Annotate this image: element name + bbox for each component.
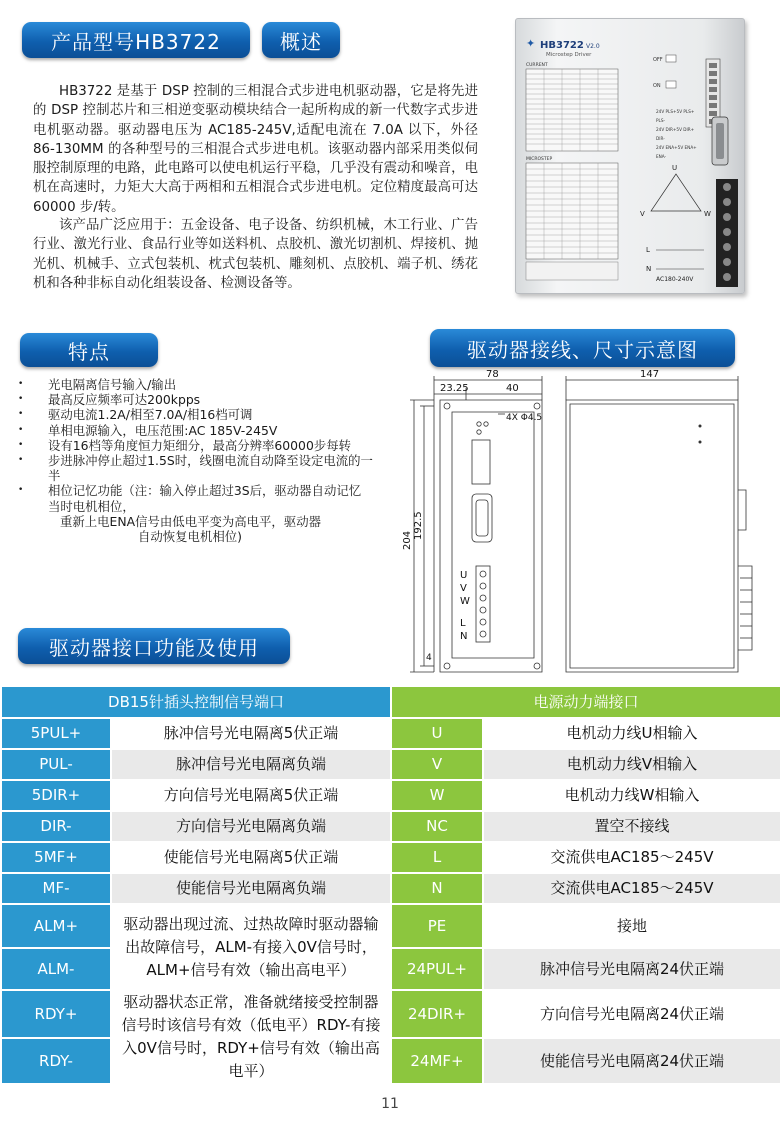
intro-paragraph-1: HB3722 是基于 DSP 控制的三相混合式步进电机驱动器，它是将先进的 DSP 控制芯片和三相逆变驱动模块结合一起所构成的新一代数字式步进电机驱动器。驱动器电压为 AC185-245V,适配电流在 7.0A 以下，外径 86-130MM 的各种型号的三相混合式步进电机。该驱动器内部采用类似伺服控制原理的电路，此电路可以使电机运行平稳，几乎没有震动和噪音，电机在高速时，力矩大大高于两相和五相混合式步进电机。定位精度最高可达 60000 步/转。 <box>33 84 478 215</box>
pin-cell: MF- <box>1 873 111 904</box>
dimension-diagram <box>400 370 770 680</box>
photo-signal-4: DIR- <box>656 136 665 141</box>
product-photo <box>515 18 745 294</box>
overview-title: 概述 <box>262 22 340 58</box>
dim-4: 4 <box>426 653 432 663</box>
list-item: • 设有16档等角度恒力矩细分，最高分辨率60000步每转 <box>18 437 351 453</box>
photo-signal-6: ENA- <box>656 154 667 159</box>
interface-title: 驱动器接口功能及使用 <box>18 628 290 664</box>
pe-pin-cell: PE <box>391 904 483 948</box>
rpin-cell: W <box>391 780 483 811</box>
terminal-label-n: N <box>460 631 468 642</box>
terminal-label-u: U <box>460 570 468 581</box>
photo-terminal-v: V <box>640 210 645 218</box>
photo-current-label: CURRENT <box>526 63 548 68</box>
photo-off-label: OFF <box>653 57 663 63</box>
features-list <box>18 377 373 544</box>
rpin-cell: U <box>391 718 483 749</box>
pe-desc-cell: 接地 <box>483 904 780 948</box>
photo-terminal-l: L <box>646 246 650 254</box>
dim-40: 40 <box>506 383 519 394</box>
photo-subtitle: Microstep Driver <box>546 52 592 58</box>
terminal-label-v: V <box>460 583 467 594</box>
interface-table <box>0 685 780 1085</box>
photo-terminal-u: U <box>672 164 678 172</box>
desc-cell: 使能信号光电隔离负端 <box>111 873 391 904</box>
dir24-desc-cell: 方向信号光电隔离24伏正端 <box>483 990 780 1038</box>
dim-204: 204 <box>402 530 413 550</box>
pin-cell: 5MF+ <box>1 842 111 873</box>
mf24-desc-cell: 使能信号光电隔离24伏正端 <box>483 1038 780 1084</box>
photo-model: HB3722 <box>540 40 584 51</box>
rdesc-cell: 电机动力线U相输入 <box>483 718 780 749</box>
model-title: 产品型号HB3722 <box>22 22 250 58</box>
list-item: • 相位记忆功能（注：输入停止超过3S后，驱动器自动记忆当时电机相位， <box>18 483 362 514</box>
rpin-cell: N <box>391 873 483 904</box>
feature-continuation-2: 自动恢复电机相位) <box>138 529 242 545</box>
rpin-cell: L <box>391 842 483 873</box>
feature-text: 驱动电流1.2A/相至7.0A/相16档可调 <box>48 407 253 423</box>
feature-text: 设有16档等角度恒力矩细分，最高分辨率60000步每转 <box>48 437 351 453</box>
terminal-label-l: L <box>460 618 466 629</box>
rdesc-cell: 置空不接线 <box>483 811 780 842</box>
features-title: 特点 <box>20 333 158 367</box>
dim-78: 78 <box>486 370 499 380</box>
desc-cell: 使能信号光电隔离5伏正端 <box>111 842 391 873</box>
rdesc-cell: 交流供电AC185～245V <box>483 842 780 873</box>
list-item: • 单相电源输入，电压范围:AC 185V-245V <box>18 422 278 438</box>
photo-signal-3: 24V DIR+5V DIR+ <box>656 127 695 132</box>
motor-triangle-icon <box>651 174 701 211</box>
feature-continuation-1: 重新上电ENA信号由低电平变为高电平，驱动器 <box>60 513 321 529</box>
feature-text: 步进脉冲停止超过1.5S时，线圈电流自动降至设定电流的一半 <box>48 453 373 484</box>
pin-cell: DIR- <box>1 811 111 842</box>
photo-terminal-w: W <box>704 210 711 218</box>
pin-cell-alm-minus: ALM- <box>1 948 111 990</box>
rdy-desc-cell: 驱动器状态正常，准备就绪接受控制器信号时该信号有效（低电平）RDY-有接入0V信号时，RDY+信号有效（输出高电平） <box>111 990 391 1084</box>
page-number: 11 <box>381 1096 399 1112</box>
rpin-cell: NC <box>391 811 483 842</box>
rdesc-cell: 电机动力线V相输入 <box>483 749 780 780</box>
photo-signal-5: 24V ENA+5V ENA+ <box>656 145 697 150</box>
pin-cell-rdy-plus: RDY+ <box>1 990 111 1038</box>
feature-text: 最高反应频率可达200kpps <box>48 392 201 408</box>
rdesc-cell: 电机动力线W相输入 <box>483 780 780 811</box>
list-item: • 驱动电流1.2A/相至7.0A/相16档可调 <box>18 407 253 423</box>
dim-192-5: 192.5 <box>413 511 424 540</box>
rpin-cell: V <box>391 749 483 780</box>
pin-cell-alm-plus: ALM+ <box>1 904 111 948</box>
feature-text: 光电隔离信号输入/输出 <box>48 377 177 392</box>
desc-cell: 脉冲信号光电隔离5伏正端 <box>111 718 391 749</box>
desc-cell: 脉冲信号光电隔离负端 <box>111 749 391 780</box>
pin-cell-rdy-minus: RDY- <box>1 1038 111 1084</box>
intro-paragraph-2: 该产品广泛应用于：五金设备、电子设备、纺织机械，木工行业、广告行业、激光行业、食品行业等如送料机、点胶机、激光切割机、焊接机、抛光机、机械手、立式包装机、枕式包装机、雕刻机、点胶机、端子机、绣花机和各种非标自动化组装设备、检测设备等。 <box>33 218 478 291</box>
feature-text: 单相电源输入，电压范围:AC 185V-245V <box>48 422 278 438</box>
left-header: DB15针插头控制信号端口 <box>1 686 391 718</box>
right-header: 电源动力端接口 <box>391 686 780 718</box>
feature-text: 相位记忆功能（注：输入停止超过3S后，驱动器自动记忆当时电机相位， <box>48 483 362 514</box>
pin-cell: 5DIR+ <box>1 780 111 811</box>
desc-cell: 方向信号光电隔离负端 <box>111 811 391 842</box>
photo-version: V2.0 <box>586 43 600 50</box>
terminal-label-w: W <box>460 596 470 607</box>
list-item: • 最高反应频率可达200kpps <box>18 392 201 408</box>
pin-cell: 5PUL+ <box>1 718 111 749</box>
mf24-pin-cell: 24MF+ <box>391 1038 483 1084</box>
photo-ac-label: AC180-240V <box>656 276 694 283</box>
photo-signal-2: PLS- <box>656 118 666 123</box>
pul24-desc-cell: 脉冲信号光电隔离24伏正端 <box>483 948 780 990</box>
dir24-pin-cell: 24DIR+ <box>391 990 483 1038</box>
alm-desc-cell: 驱动器出现过流、过热故障时驱动器输出故障信号，ALM-有接入0V信号时，ALM+信号有效（输出高电平） <box>111 904 391 990</box>
wiring-title: 驱动器接线、尺寸示意图 <box>430 329 735 367</box>
photo-logo-icon: ✦ <box>526 37 536 50</box>
dim-hole: 4X Φ4.5 <box>506 413 543 423</box>
dim-23-25: 23.25 <box>440 383 469 394</box>
pul24-pin-cell: 24PUL+ <box>391 948 483 990</box>
dim-147: 147 <box>640 370 660 380</box>
list-item: • 步进脉冲停止超过1.5S时，线圈电流自动降至设定电流的一半 <box>18 453 373 484</box>
pin-cell: PUL- <box>1 749 111 780</box>
desc-cell: 方向信号光电隔离5伏正端 <box>111 780 391 811</box>
photo-terminal-n: N <box>646 265 652 273</box>
photo-signal-1: 24V PLS+5V PLS+ <box>656 109 695 114</box>
rdesc-cell: 交流供电AC185～245V <box>483 873 780 904</box>
list-item: • 光电隔离信号输入/输出 <box>18 377 177 392</box>
photo-microstep-label: MICROSTEP <box>526 157 553 162</box>
photo-on-label: ON <box>653 83 661 89</box>
